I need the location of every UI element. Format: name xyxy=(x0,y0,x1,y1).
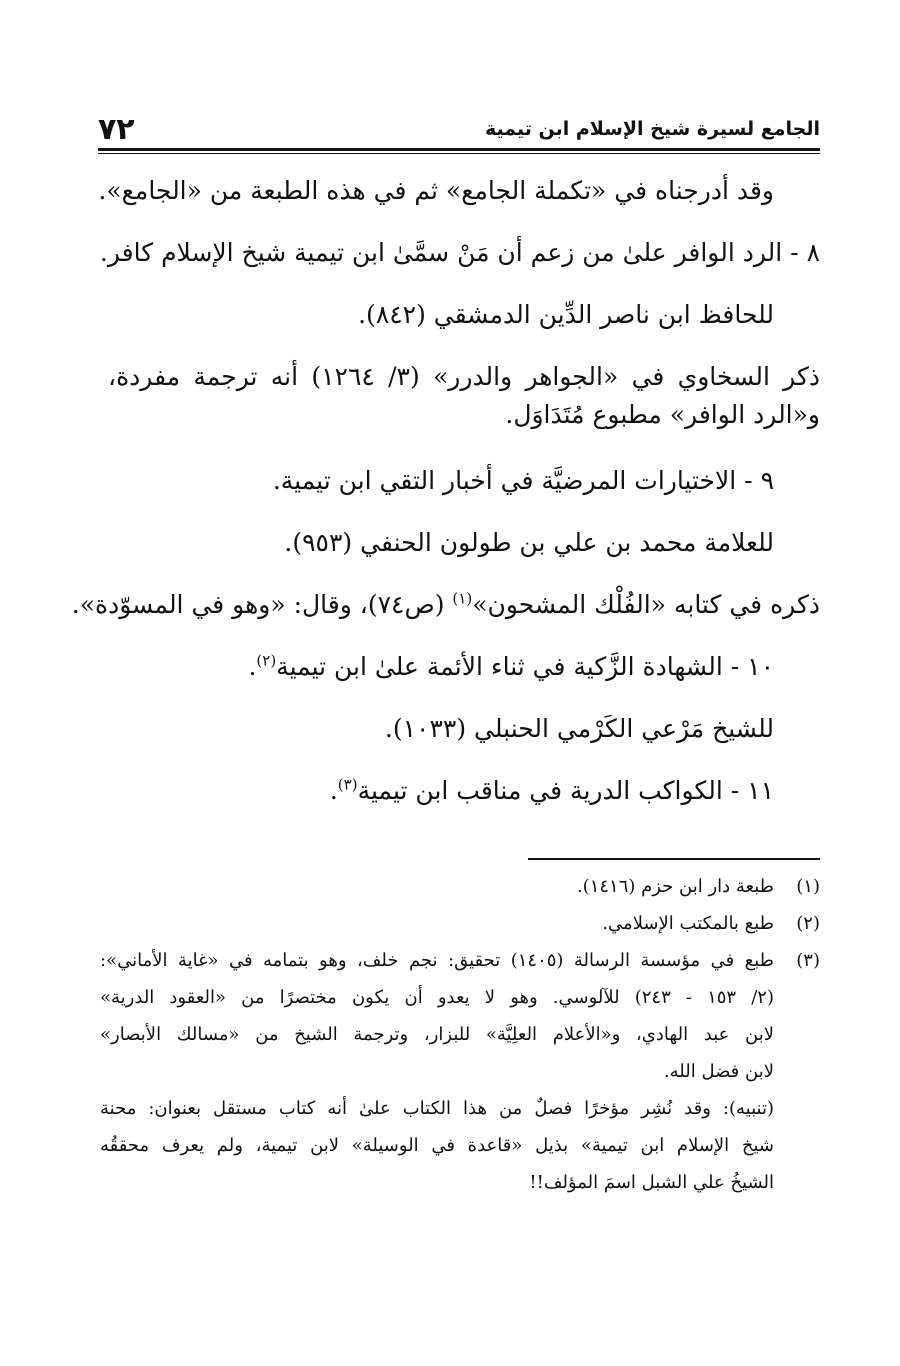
footnote-line: طبع في مؤسسة الرسالة (١٤٠٥) تحقيق: نجم خلف، وهو بتمامه في «غاية الأماني»: xyxy=(100,950,774,971)
footnote-line: لابن فضل الله. xyxy=(663,1061,774,1082)
note-line: الشيخُ علي الشبل اسمَ المؤلف!! xyxy=(529,1172,774,1193)
note-line: شيخ الإسلام ابن تيمية» بذيل «قاعدة في الوسيلة» لابن تيمية، ولم يعرف محققُه xyxy=(100,1135,774,1156)
text-line: ٨ - الرد الوافر علىٰ من زعم أن مَنْ سمَّىٰ ابن تيمية شيخ الإسلام كافر. xyxy=(99,238,820,267)
text-segment: . xyxy=(248,652,257,681)
footnote-number: (٣) xyxy=(796,950,820,971)
header-rule-thin xyxy=(98,153,820,154)
footnote-number: (١) xyxy=(796,876,820,897)
footnote xyxy=(100,868,820,905)
text-line xyxy=(108,636,820,698)
text-line: ٩ - الاختيارات المرضيَّة في أخبار التقي ابن تيمية. xyxy=(272,466,774,495)
footnote-text xyxy=(100,942,774,1201)
footnote-text xyxy=(100,868,774,905)
footnote-line: طبع بالمكتب الإسلامي. xyxy=(602,913,774,934)
main-text xyxy=(71,160,820,822)
text-segment: . xyxy=(329,776,338,805)
page-header xyxy=(98,112,820,146)
footnote-separator xyxy=(528,858,820,860)
text-line: للحافظ ابن ناصر الدِّين الدمشقي (٨٤٢). xyxy=(358,300,774,329)
text-line: للشيخ مَرْعي الكَرْمي الحنبلي (١٠٣٣). xyxy=(384,714,774,743)
text-line: للعلامة محمد بن علي بن طولون الحنفي (٩٥٣). xyxy=(284,528,774,557)
footnote-number: (٢) xyxy=(796,913,820,934)
footnotes xyxy=(100,868,820,1201)
text-segment: (ص٧٤)، وقال: «وهو في المسوّدة». xyxy=(71,590,453,619)
footnote-ref[interactable]: (٢) xyxy=(256,651,277,670)
text-segment: ١٠ - الشهادة الزَّكية في ثناء الأئمة علىٰ ابن تيمية xyxy=(276,652,774,681)
footnote-line: (٢/ ١٥٣ - ٢٤٣) للآلوسي. وهو لا يعدو أن يكون مختصرًا من «العقود الدرية» xyxy=(100,987,774,1008)
footnote xyxy=(100,905,820,942)
text-segment: ذكره في كتابه «الفُلْك المشحون» xyxy=(472,590,820,619)
footnote xyxy=(100,942,820,1201)
running-title: الجامع لسيرة شيخ الإسلام ابن تيمية xyxy=(484,118,820,140)
text-segment: ١١ - الكواكب الدرية في مناقب ابن تيمية xyxy=(357,776,774,805)
footnote-ref[interactable]: (١) xyxy=(452,589,473,608)
page-number: ٧٢ xyxy=(98,111,135,147)
footnote-ref[interactable]: (٣) xyxy=(337,775,358,794)
note-line: (تنبيه): وقد نُشِر مؤخرًا فصلٌ من هذا الكتاب علىٰ أنه كتاب مستقل بعنوان: محنة xyxy=(100,1098,774,1119)
footnote-line: لابن عبد الهادي، و«الأعلام العلِيَّة» للبزار، وترجمة الشيخ من «مسالك الأبصار» xyxy=(100,1024,774,1045)
footnote-line: طبعة دار ابن حزم (١٤١٦). xyxy=(576,876,774,897)
text-line: و«الرد الوافر» مطبوع مُتَدَاوَل. xyxy=(505,400,820,429)
text-line: ذكر السخاوي في «الجواهر والدرر» (٣/ ١٢٦٤) أنه ترجمة مفردة، xyxy=(108,362,820,391)
text-line xyxy=(108,760,820,822)
text-line: وقد أدرجناه في «تكملة الجامع» ثم في هذه الطبعة من «الجامع». xyxy=(98,176,774,205)
header-rule xyxy=(98,148,820,151)
text-line xyxy=(71,574,820,636)
footnote-text xyxy=(100,905,774,942)
